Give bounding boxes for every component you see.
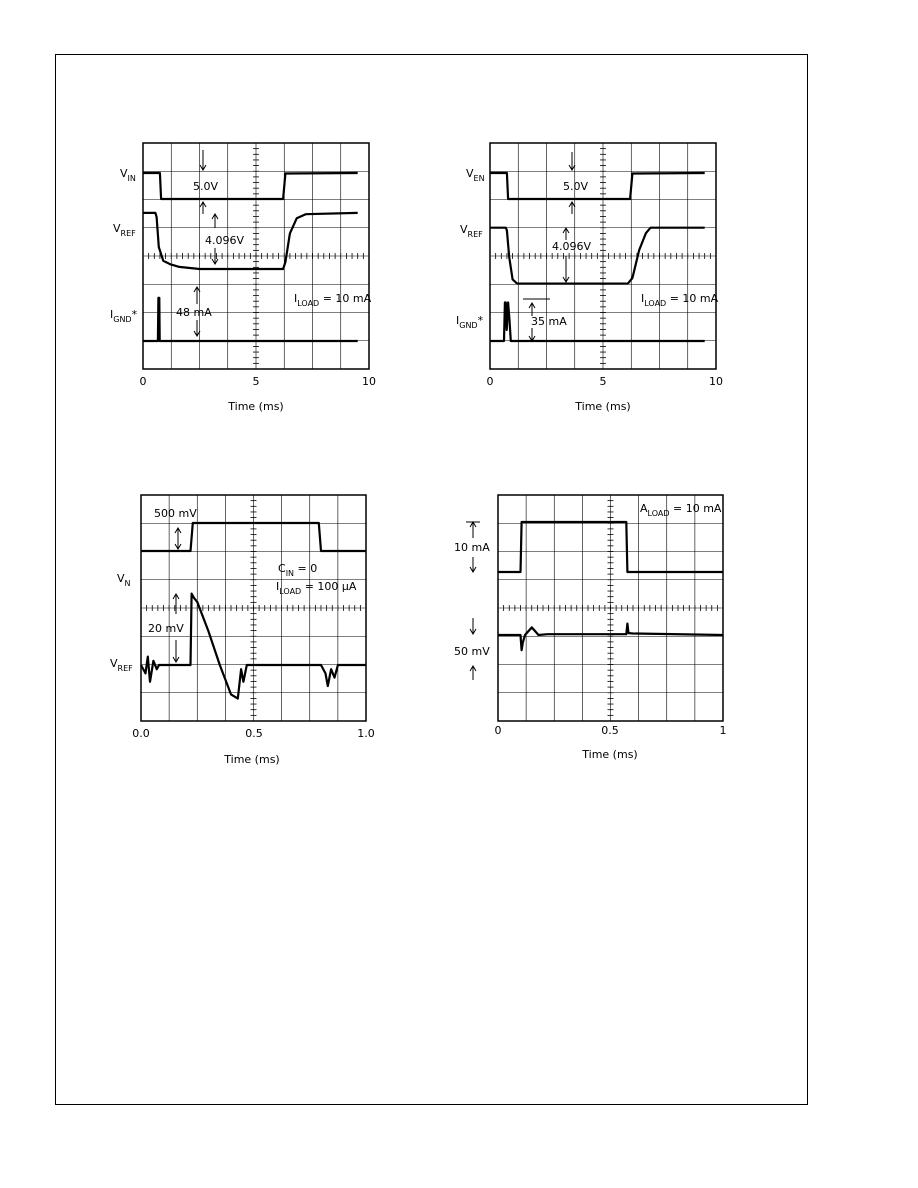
scale-annotation: 4.096V <box>205 234 245 247</box>
cin-note: $C_{IN} = 0$ <box>278 562 318 578</box>
load-note: $I_{LOAD} = 10$ mA <box>294 292 372 308</box>
x-tick-label: 0 <box>486 375 494 388</box>
x-axis-label: Time (ms) <box>575 400 631 413</box>
x-tick-label: 10 <box>709 375 723 388</box>
channel-label-vref: $V_{REF}$ <box>113 222 136 238</box>
x-tick-label: 5 <box>599 375 607 388</box>
tick-labels <box>495 724 727 761</box>
x-tick-label: 0 <box>139 375 147 388</box>
x-tick-label: 0 <box>494 724 502 737</box>
x-tick-label: 1 <box>719 724 727 737</box>
scale-annotation: 48 mA <box>176 306 212 319</box>
x-axis-label: Time (ms) <box>582 748 638 761</box>
scale-annotations <box>454 522 490 680</box>
scale-annotation: 10 mA <box>454 541 490 554</box>
x-tick-label: 0.0 <box>132 727 150 740</box>
grid <box>498 495 723 721</box>
iload-note: $I_{LOAD} = 100$ μA <box>276 580 357 596</box>
channel-label-ignd: $I_{GND}*$ <box>456 314 484 330</box>
channel-label-vref: $V_{REF}$ <box>460 223 483 239</box>
x-tick-label: 10 <box>362 375 376 388</box>
scale-annotation: 50 mV <box>454 645 490 658</box>
x-tick-label: 0.5 <box>601 724 619 737</box>
x-tick-label: 1.0 <box>357 727 375 740</box>
scale-annotation: 5.0V <box>193 180 219 193</box>
x-axis-label: Time (ms) <box>224 753 280 766</box>
load-note: $I_{LOAD} = 10$ mA <box>641 292 719 308</box>
x-tick-label: 0.5 <box>245 727 263 740</box>
scale-annotation: 20 mV <box>148 622 184 635</box>
x-axis-label: Time (ms) <box>228 400 284 413</box>
x-tick-label: 5 <box>252 375 260 388</box>
channel-label-vref: $V_{REF}$ <box>110 657 133 673</box>
channel-label-vn: $V_N$ <box>117 572 131 588</box>
scale-annotation: 4.096V <box>552 240 592 253</box>
channel-label-ven: $V_{EN}$ <box>466 167 485 183</box>
scale-annotation: 500 mV <box>154 507 197 520</box>
scale-annotation: 35 mA <box>531 315 567 328</box>
scale-annotation: 5.0V <box>563 180 589 193</box>
channel-label-ignd: $I_{GND}*$ <box>110 308 138 324</box>
channel-label-vin: $V_{IN}$ <box>120 167 136 183</box>
load-note: $A_{LOAD} = 10$ mA <box>640 502 722 518</box>
